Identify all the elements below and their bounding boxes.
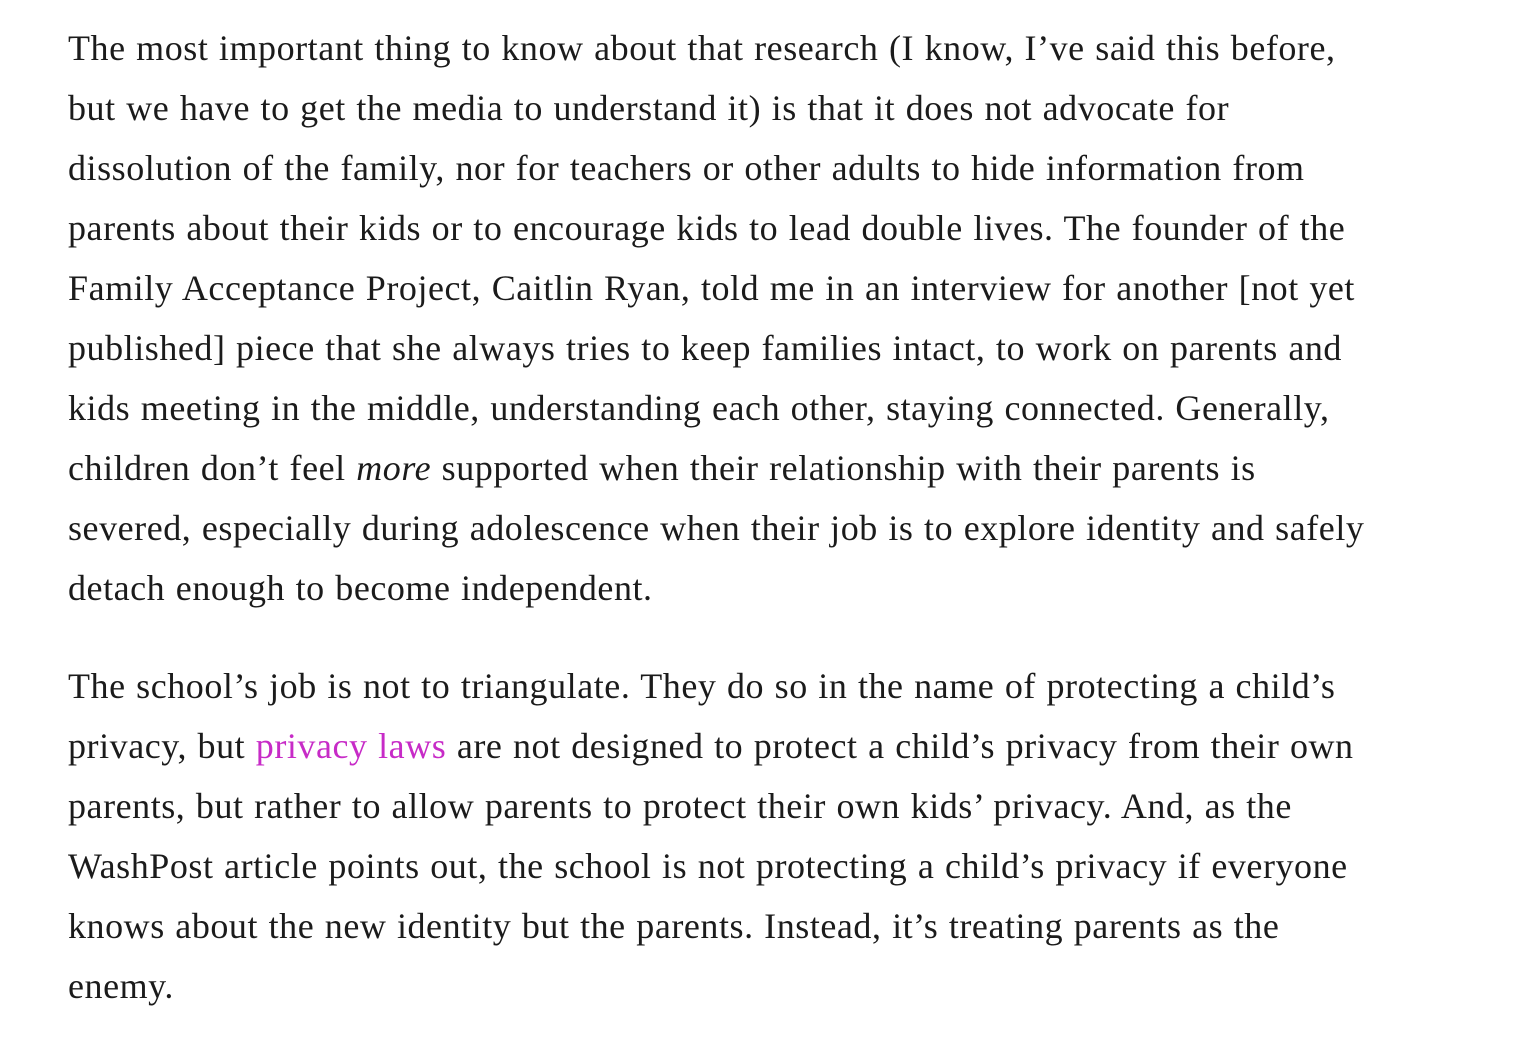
text-line: WashPost article points out, the school is not protecting a child’s privacy if everyone [68, 846, 1348, 886]
article-body [68, 18, 1508, 1054]
text-line [68, 438, 1508, 498]
text-line: The school’s job is not to triangulate. They do so in the name of protecting a child’s [68, 666, 1336, 706]
text-line: published] piece that she always tries to keep families intact, to work on parents and [68, 328, 1342, 368]
text-line: parents, but rather to allow parents to protect their own kids’ privacy. And, as the [68, 786, 1292, 826]
text-line: dissolution of the family, nor for teachers or other adults to hide information from [68, 148, 1305, 188]
text-line: The most important thing to know about that research (I know, I’ve said this before, [68, 28, 1336, 68]
text-line [68, 716, 1508, 776]
text-segment: privacy, but [68, 726, 256, 766]
text-line: enemy. [68, 966, 174, 1006]
text-segment: are not designed to protect a child’s privacy from their own [446, 726, 1354, 766]
privacy-laws-link[interactable]: privacy laws [255, 726, 447, 766]
paragraph-research [68, 18, 1508, 618]
paragraph-school [68, 656, 1508, 1016]
text-line: severed, especially during adolescence when their job is to explore identity and safely [68, 508, 1365, 548]
text-line: knows about the new identity but the parents. Instead, it’s treating parents as the [68, 906, 1280, 946]
text-segment: children don’t feel [68, 448, 357, 488]
text-line: Family Acceptance Project, Caitlin Ryan, told me in an interview for another [not yet [68, 268, 1355, 308]
emphasis-more: more [356, 448, 432, 488]
text-line: parents about their kids or to encourage kids to lead double lives. The founder of the [68, 208, 1346, 248]
text-segment: supported when their relationship with their parents is [431, 448, 1256, 488]
text-line: kids meeting in the middle, understanding each other, staying connected. Generally, [68, 388, 1330, 428]
text-line: but we have to get the media to understand it) is that it does not advocate for [68, 88, 1230, 128]
text-line: detach enough to become independent. [68, 568, 653, 608]
